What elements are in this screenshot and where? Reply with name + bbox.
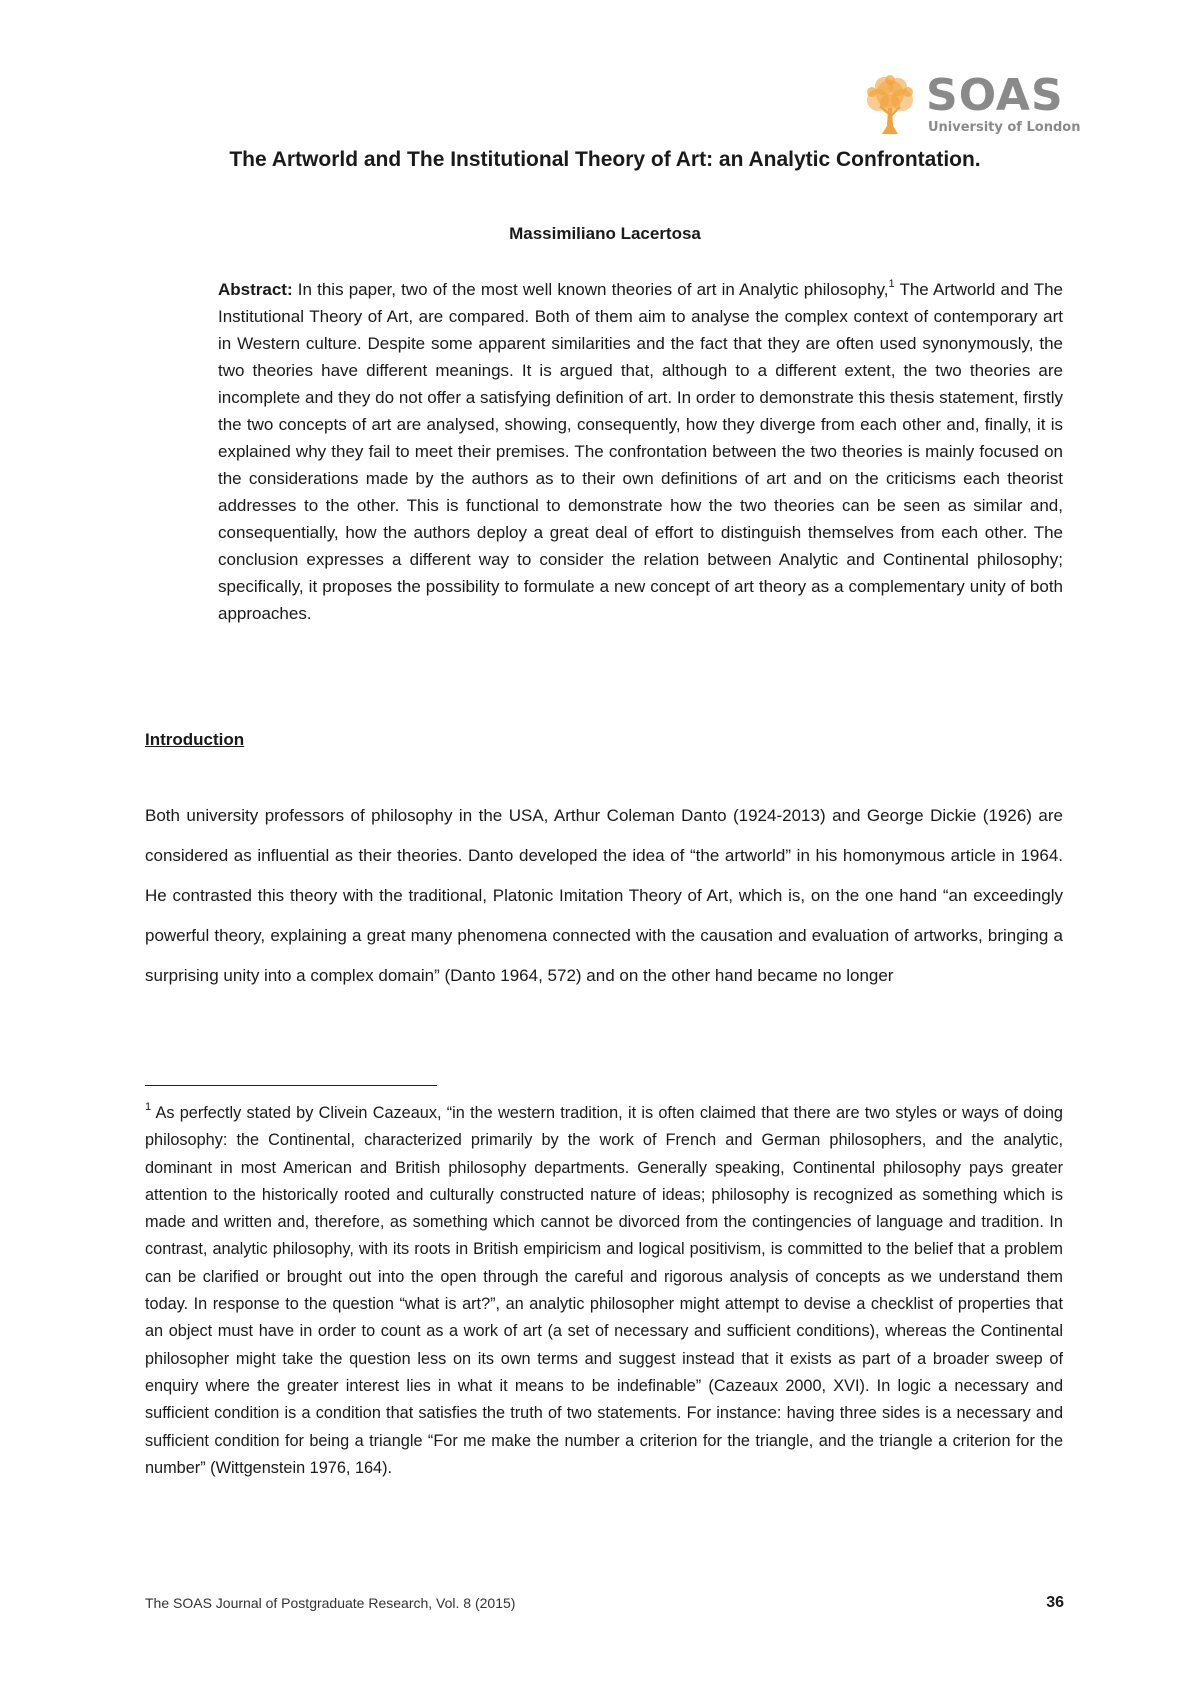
soas-tree-logo-icon — [860, 74, 920, 144]
footnote-divider — [145, 1085, 437, 1086]
logo-subtitle: University of London — [928, 120, 1081, 135]
footnote-text: As perfectly stated by Clivein Cazeaux, “in the western tradition, it is often claimed that there are two styles or ways of doing philosophy: the Continental, characterized primarily by the work of French and German philosophers, and the analytic, dominant in most American and British philosophy departments. Generally speaking, Continental philosophy pays greater attention to the historically rooted and culturally constructed nature of ideas; philosophy is recognized as something which is made and written and, therefore, as something which cannot be divorced from the contingencies of language and tradition. In contrast, analytic philosophy, with its roots in British empiricism and logical positivism, is committed to the belief that a problem can be clarified or brought out into the open through the careful and rigorous analysis of concepts as we understand them today. In response to the question “what is art?”, an analytic philosopher might attempt to devise a checklist of properties that an object must have in order to count as a work of art (a set of necessary and sufficient conditions), whereas the Continental philosopher might take the question less on its own terms and suggest instead that it exists as part of a broader sweep of enquiry where the greater interest lies in what it means to be indefinable” (Cazeaux 2000, XVI). In logic a necessary and sufficient condition is a condition that satisfies the truth of two statements. For instance: having three sides is a necessary and sufficient condition for being a triangle “For me make the number a criterion for the triangle, and the triangle a criterion for the number” (Wittgenstein 1976, 164). — [145, 1104, 1063, 1477]
logo-wordmark: SOAS — [926, 70, 1064, 121]
footnote-reference[interactable]: 1 — [888, 278, 895, 290]
abstract-text-start: In this paper, two of the most well known theories of art in Analytic philosophy, — [292, 280, 889, 299]
footnote-marker: 1 — [145, 1101, 152, 1113]
introduction-paragraph: Both university professors of philosophy in the USA, Arthur Coleman Danto (1924-2013) and George Dickie (1926) are considered as influential as their theories. Danto developed the idea of “the artworld” in his homonymous article in 1964. He contrasted this theory with the traditional, Platonic Imitation Theory of Art, which is, on the one hand “an exceedingly powerful theory, explaining a great many phenomena connected with the causation and evaluation of artworks, bringing a surprising unity into a complex domain” (Danto 1964, 572) and on the other hand became no longer — [145, 806, 1063, 985]
footer-journal: The SOAS Journal of Postgraduate Research, Vol. 8 (2015) — [145, 1595, 516, 1611]
author-name: Massimiliano Lacertosa — [509, 224, 701, 243]
soas-logo — [860, 70, 1081, 144]
page-number: 36 — [1046, 1594, 1064, 1611]
abstract-text-rest: The Artworld and The Institutional Theory of Art, are compared. Both of them aim to analyse the complex context of contemporary art in Western culture. Despite some apparent similarities and the fact that they are often used synonymously, the two theories have different meanings. It is argued that, although to a different extent, the two theories are incomplete and they do not offer a satisfying definition of art. In order to demonstrate this thesis statement, firstly the two concepts of art are analysed, showing, consequently, how they diverge from each other and, finally, it is explained why they fail to meet their premises. The confrontation between the two theories is mainly focused on the considerations made by the authors as to their own definitions of art and on the criticisms each theorist addresses to the other. This is functional to demonstrate how the two theories can be seen as similar and, consequentially, how the authors deploy a great deal of effort to distinguish themselves from each other. The conclusion expresses a different way to consider the relation between Analytic and Continental philosophy; specifically, it proposes the possibility to formulate a new concept of art theory as a complementary unity of both approaches. — [218, 280, 1063, 623]
abstract — [218, 276, 1063, 627]
section-heading-introduction: Introduction — [145, 730, 245, 749]
paper-title: The Artworld and The Institutional Theory of Art: an Analytic Confrontation. — [229, 148, 981, 171]
footnote — [145, 1100, 1063, 1482]
abstract-label: Abstract: — [218, 280, 293, 299]
